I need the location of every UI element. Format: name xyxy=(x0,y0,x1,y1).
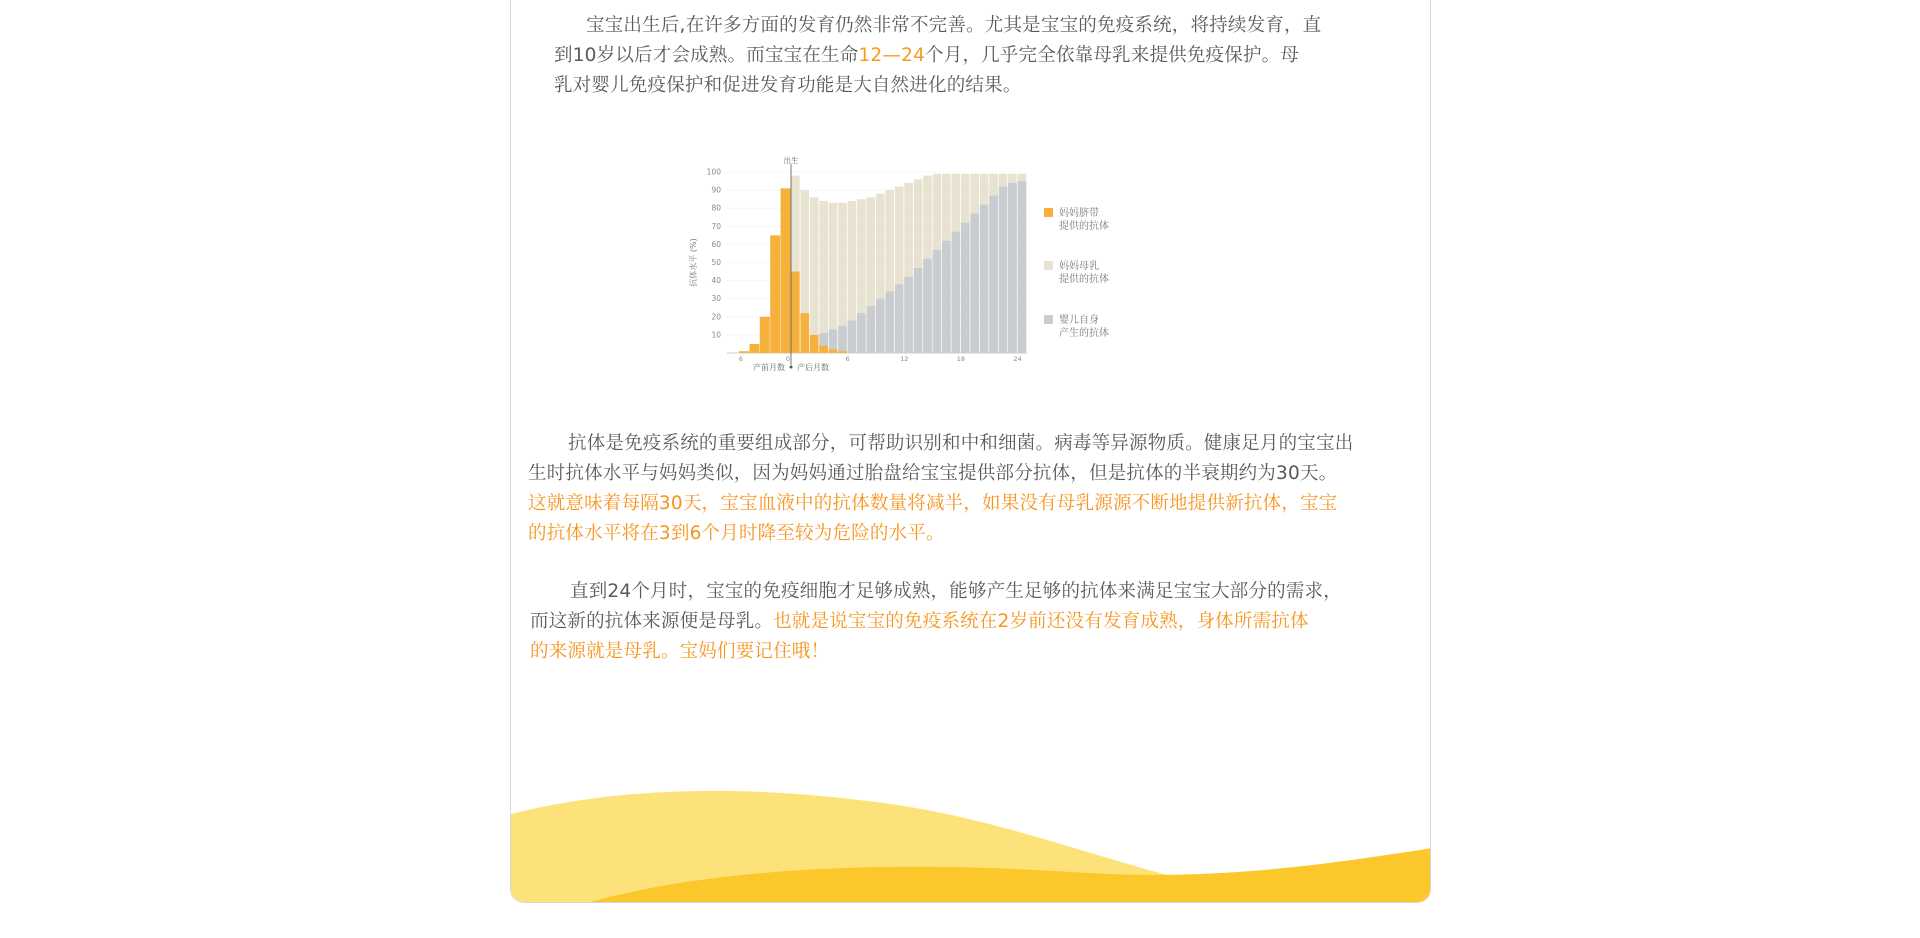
bar-postnatal-infant xyxy=(999,186,1008,353)
paragraph-antibody-line1: 抗体是免疫系统的重要组成部分，可帮助识别和中和细菌。病毒等异源物质。健康足月的宝宝出 xyxy=(568,433,1354,454)
legend-swatch xyxy=(1044,261,1053,270)
x-tick-label: 24 xyxy=(1013,355,1022,363)
bar-postnatal-umbilical xyxy=(838,351,847,353)
paragraph-intro-line2 xyxy=(554,41,1404,71)
bar-postnatal-infant xyxy=(980,205,989,353)
bar-postnatal-infant xyxy=(951,232,960,353)
paragraph-conclusion-line1: 直到24个月时，宝宝的免疫细胞才足够成熟，能够产生足够的抗体来满足宝宝大部分的需求， xyxy=(570,581,1342,602)
x-tick-label: 18 xyxy=(956,355,966,363)
y-tick-label: 40 xyxy=(711,276,721,286)
bar-postnatal-infant xyxy=(857,313,866,353)
bar-postnatal-milk xyxy=(819,201,828,353)
bar-postnatal-infant xyxy=(867,306,876,353)
bar-postnatal-umbilical xyxy=(810,335,819,353)
antibody-level-chart xyxy=(687,156,1167,386)
bar-postnatal-infant xyxy=(1008,183,1017,353)
bar-postnatal-milk xyxy=(810,197,819,353)
highlight-months: 12—24 xyxy=(858,45,926,66)
x-tick-label: 6 xyxy=(845,355,850,363)
highlight-conclusion: 也就是说宝宝的免疫系统在2岁前还没有发育成熟，身体所需抗体 xyxy=(773,611,1309,632)
bar-prenatal-umbilical xyxy=(749,344,759,353)
text-span: 个月，几乎完全依靠母乳来提供免疫保护。母 xyxy=(925,45,1300,66)
y-tick-label: 20 xyxy=(711,312,721,322)
legend-label-line2: 产生的抗体 xyxy=(1059,328,1109,339)
y-tick-label: 30 xyxy=(711,294,721,304)
bar-postnatal-infant xyxy=(923,259,932,353)
y-tick-label: 100 xyxy=(706,167,721,177)
bar-postnatal-infant xyxy=(914,268,923,353)
y-tick-label: 80 xyxy=(711,203,721,213)
x-label-postnatal: 产后月数 xyxy=(797,363,829,372)
bar-postnatal-infant xyxy=(885,291,894,353)
bar-postnatal-umbilical xyxy=(819,346,828,353)
text-span: 而这新的抗体来源便是母乳。 xyxy=(530,611,774,632)
bar-postnatal-infant xyxy=(942,241,951,353)
paragraph-conclusion xyxy=(530,577,1410,667)
y-axis-label: 抗体水平 (%) xyxy=(689,238,698,287)
bar-postnatal-umbilical xyxy=(800,313,809,353)
bar-postnatal-infant xyxy=(933,250,942,353)
legend-label-line1: 妈妈脐带 xyxy=(1059,208,1099,219)
paragraph-intro-line3: 乳对婴儿免疫保护和促进发育功能是大自然进化的结果。 xyxy=(554,75,1022,96)
paragraph-antibody-line3: 这就意味着每隔30天，宝宝血液中的抗体数量将减半，如果没有母乳源源不断地提供新抗体，宝宝 xyxy=(528,493,1338,514)
bar-postnatal-infant xyxy=(848,320,857,353)
y-tick-label: 60 xyxy=(711,239,721,249)
legend-label-line2: 提供的抗体 xyxy=(1059,274,1109,285)
bar-prenatal-umbilical xyxy=(760,317,770,353)
x-tick-label: 12 xyxy=(900,355,909,363)
bar-postnatal-infant xyxy=(1018,181,1027,353)
legend-label-line1: 妈妈母乳 xyxy=(1059,261,1099,272)
bar-prenatal-umbilical xyxy=(739,351,749,353)
legend-label-line1: 婴儿自身 xyxy=(1059,315,1099,326)
y-tick-label: 10 xyxy=(711,330,721,340)
bar-postnatal-umbilical xyxy=(829,349,838,353)
footer-wave-decoration xyxy=(511,790,1431,902)
legend-swatch xyxy=(1044,208,1053,217)
bar-postnatal-infant xyxy=(838,326,847,353)
article-card xyxy=(510,0,1431,903)
paragraph-antibody xyxy=(528,429,1428,549)
legend-swatch xyxy=(1044,315,1053,324)
birth-marker-dot xyxy=(790,366,793,369)
paragraph-conclusion-line3: 的来源就是母乳。宝妈们要记住哦！ xyxy=(530,641,830,662)
paragraph-conclusion-line2 xyxy=(530,607,1410,637)
birth-label: 出生 xyxy=(783,156,799,165)
bar-prenatal-umbilical xyxy=(781,188,791,353)
paragraph-intro-line1: 宝宝出生后,在许多方面的发育仍然非常不完善。尤其是宝宝的免疫系统，将持续发育，直 xyxy=(586,15,1322,36)
y-tick-label: 50 xyxy=(711,258,721,267)
x-tick-label: 6 xyxy=(738,355,744,363)
y-tick-label: 70 xyxy=(711,221,721,231)
bar-postnatal-infant xyxy=(989,196,998,353)
bar-postnatal-infant xyxy=(961,223,970,353)
bar-postnatal-infant xyxy=(876,299,885,353)
bar-postnatal-umbilical xyxy=(791,272,800,353)
bar-prenatal-umbilical xyxy=(770,235,780,353)
text-span: 到10岁以后才会成熟。而宝宝在生命 xyxy=(554,45,859,66)
bar-postnatal-infant xyxy=(895,284,904,353)
paragraph-antibody-line4: 的抗体水平将在3到6个月时降至较为危险的水平。 xyxy=(528,523,945,544)
paragraph-antibody-line2: 生时抗体水平与妈妈类似，因为妈妈通过胎盘给宝宝提供部分抗体，但是抗体的半衰期约为30天。 xyxy=(528,463,1338,484)
bar-postnatal-infant xyxy=(970,214,979,353)
bar-postnatal-infant xyxy=(904,277,913,353)
legend-label-line2: 提供的抗体 xyxy=(1059,221,1109,232)
y-tick-label: 90 xyxy=(711,185,721,195)
paragraph-intro xyxy=(554,11,1404,101)
x-tick-label: 0 xyxy=(785,355,791,363)
x-label-prenatal: 产前月数 xyxy=(753,363,785,372)
